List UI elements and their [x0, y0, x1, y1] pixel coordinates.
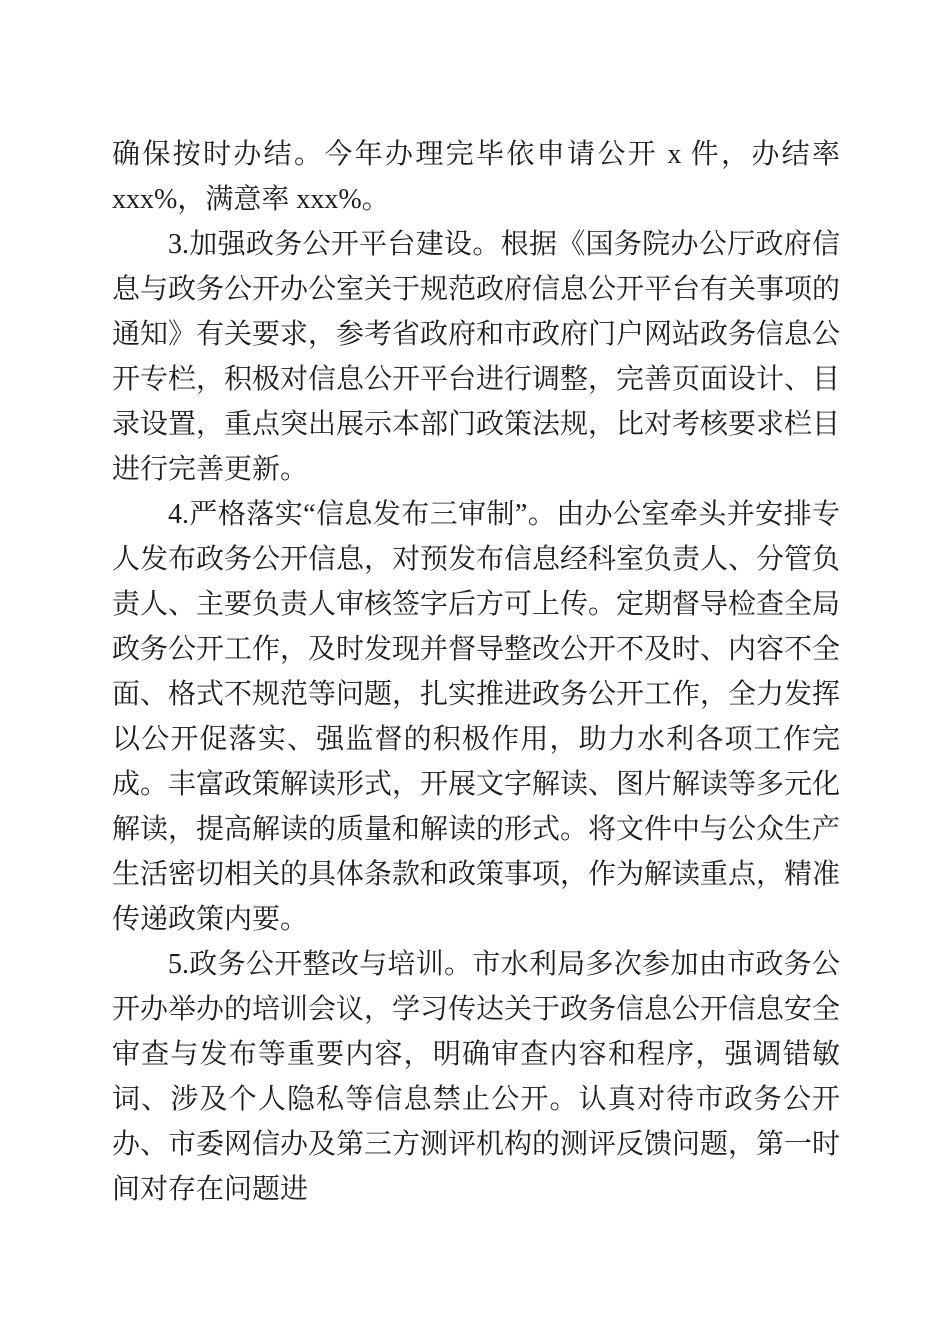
paragraph-1: 确保按时办结。今年办理完毕依申请公开 x 件，办结率 xxx%，满意率 xxx%。 — [112, 139, 840, 215]
paragraph-4: 5.政务公开整改与培训。市水利局多次参加由市政务公开办举办的培训会议，学习传达关于政务信息公开信息安全审查与发布等重要内容，明确审查内容和程序，强调错敏词、涉及个人隐私等信息禁止公开。认真对待市政务公开办、市委网信办及第三方测评机构的测评反馈问题，第一时间对存在问题进 — [112, 949, 841, 1205]
paragraph-3: 4.严格落实“信息发布三审制”。由办公室牵头并安排专人发布政务公开信息，对预发布信息经科室负责人、分管负责人、主要负责人审核签字后方可上传。定期督导检查全局政务公开工作，及时发现并督导整改公开不及时、内容不全面、格式不规范等问题，扎实推进政务公开工作，全力发挥以公开促落实、强监督的积极作用，助力水利各项工作完成。丰富政策解读形式，开展文字解读、图片解读等多元化解读，提高解读的质量和解读的形式。将文件中与公众生产生活密切相关的具体条款和政策事项，作为解读重点，精准传递政策内要。 — [112, 499, 841, 935]
document-body — [112, 132, 840, 1212]
paragraph-2: 3.加强政务公开平台建设。根据《国务院办公厅政府信息与政务公开办公室关于规范政府信息公开平台有关事项的通知》有关要求，参考省政府和市政府门户网站政务信息公开专栏，积极对信息公开平台进行调整，完善页面设计、目录设置，重点突出展示本部门政策法规，比对考核要求栏目进行完善更新。 — [112, 229, 841, 485]
